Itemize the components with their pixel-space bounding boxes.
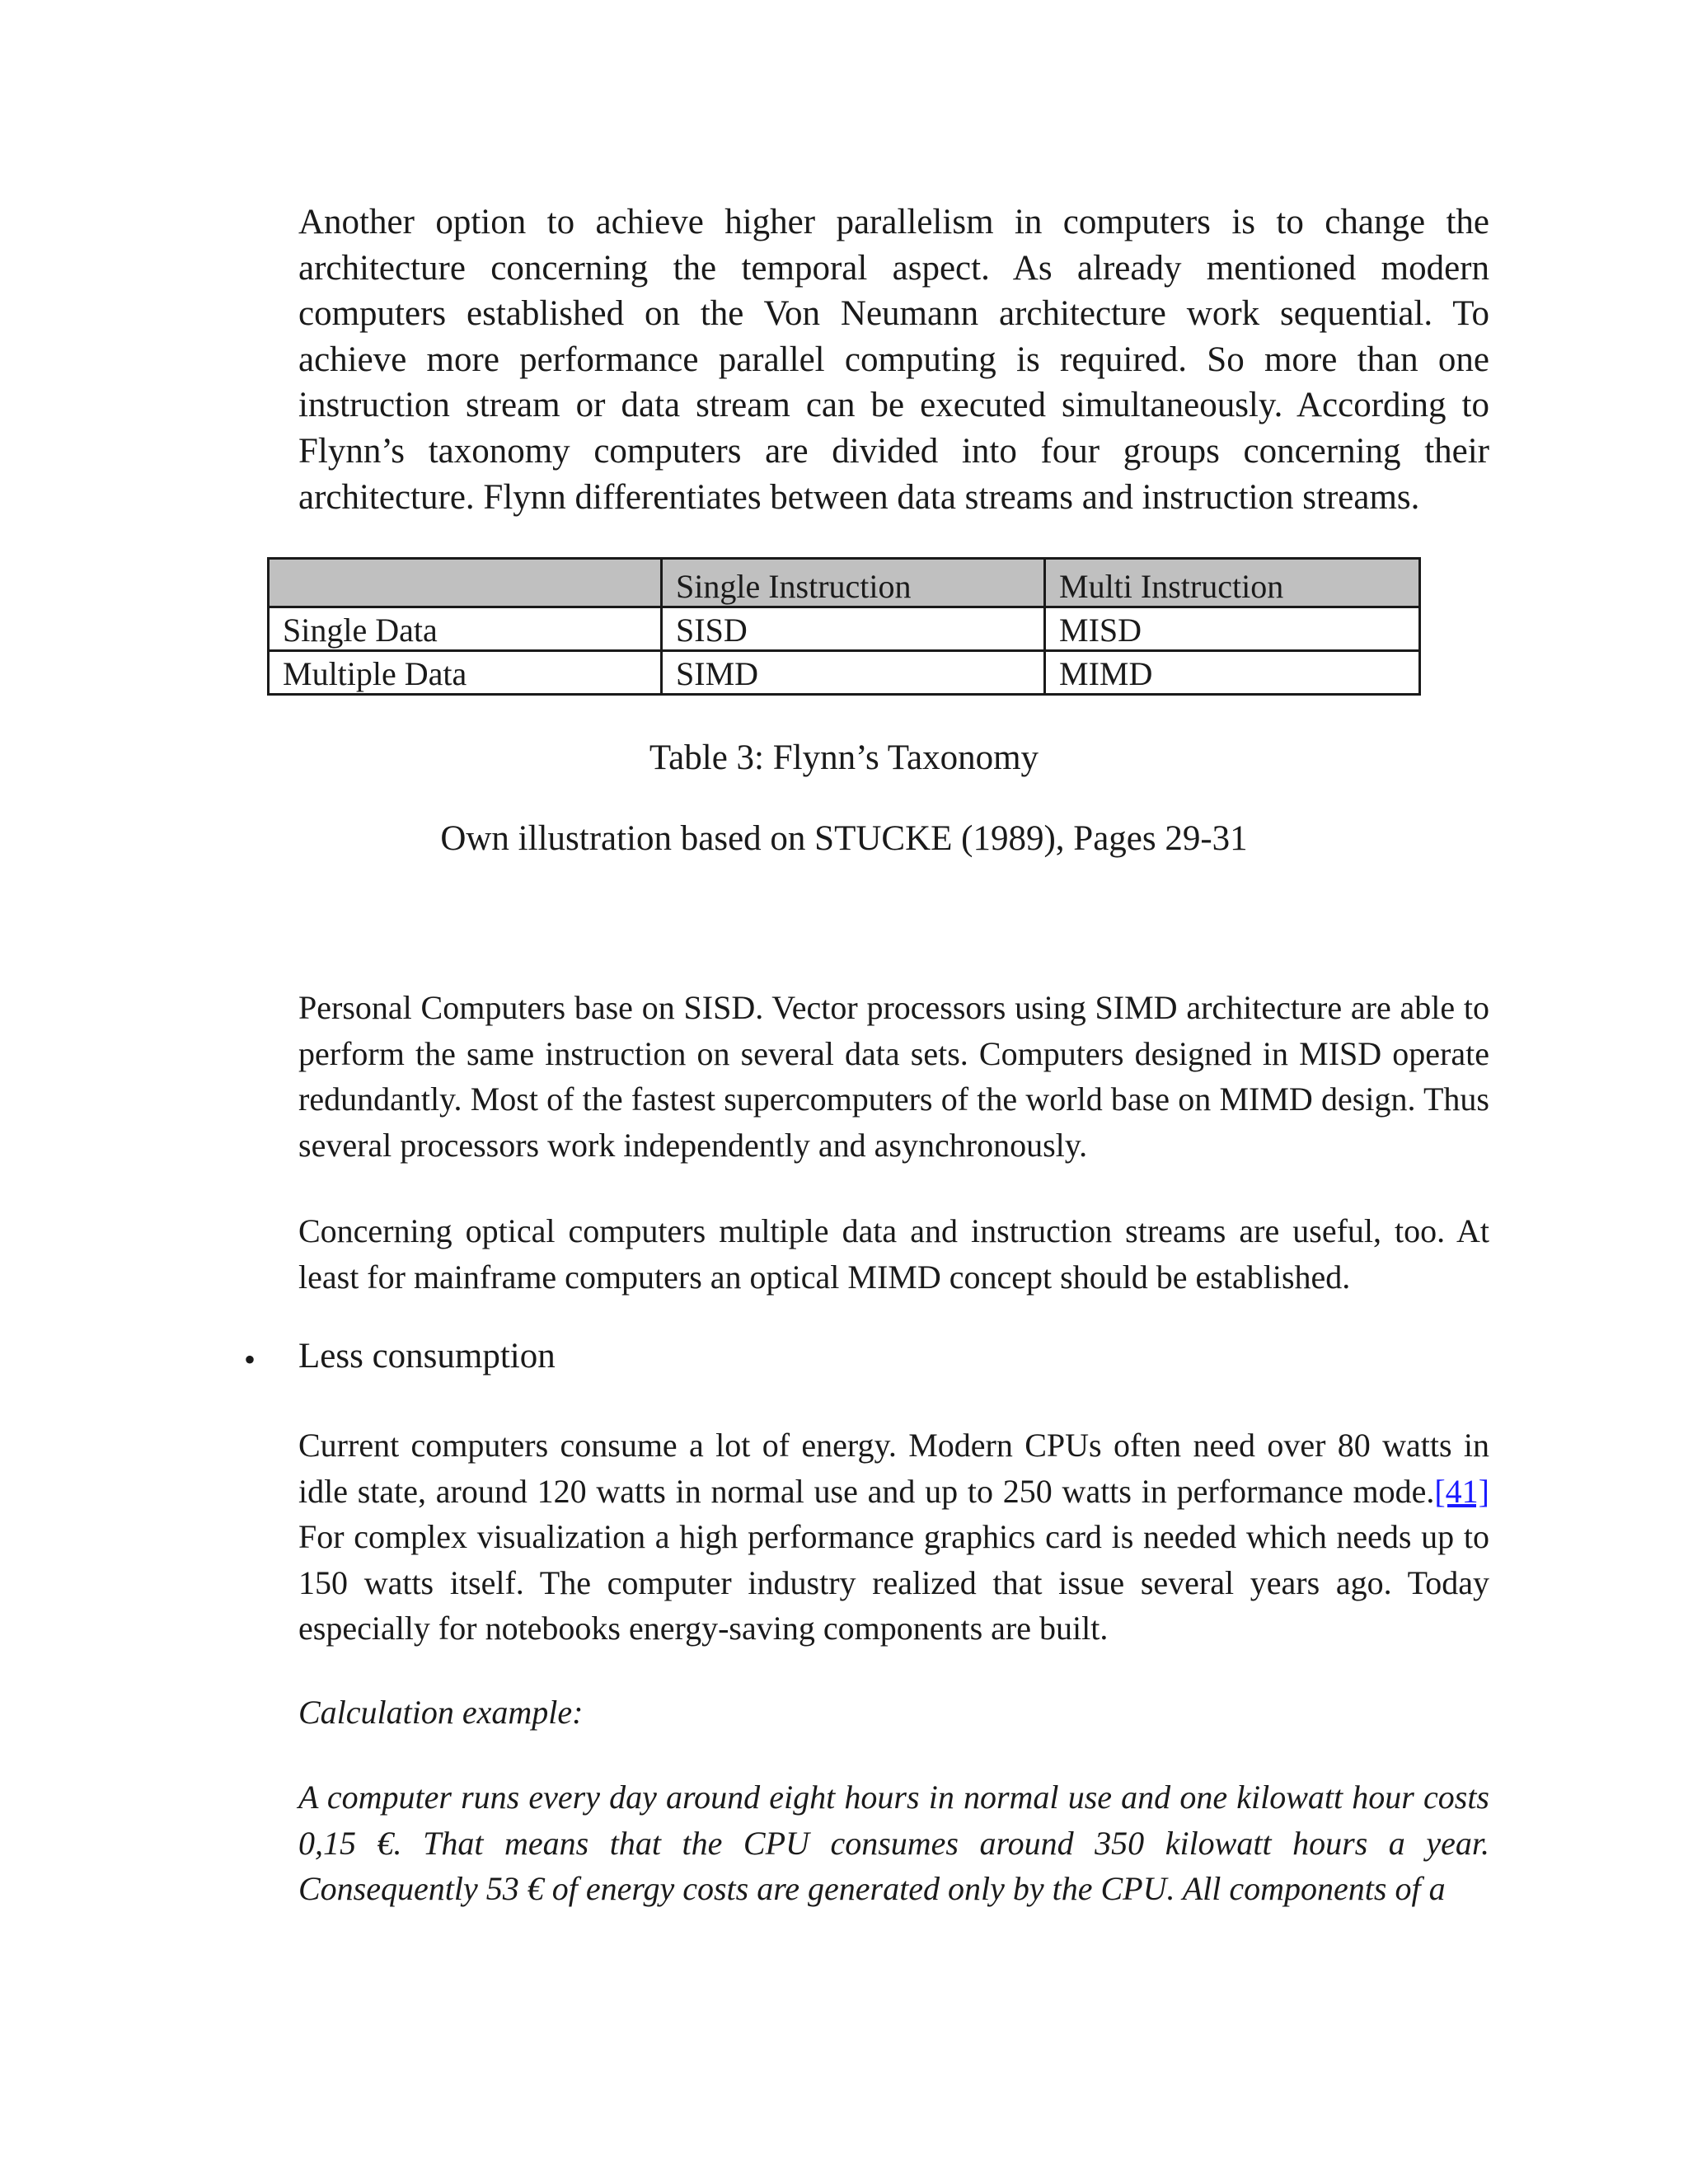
table-cell: SIMD [662,651,1045,695]
table-cell: SISD [662,607,1045,651]
table-header-cell: Multi Instruction [1045,559,1420,607]
reference-link[interactable]: [41] [1434,1472,1489,1510]
example-text: A computer runs every day around eight hours in normal use and one kilowatt hour costs 0,15 €. That means that the CPU consumes around 350 kilowatt hours a year. Consequently 53 € of energy costs are generated only by the CPU. All components of a [298,1779,1489,1907]
table-header-row [269,559,1420,607]
section-heading: Less consumption [298,1337,556,1376]
table-cell: MIMD [1045,651,1420,695]
intro-paragraph: Another option to achieve higher parallelism in computers is to change the architecture concerning the temporal aspect. As already mentioned modern computers established on the Von Neumann architecture work sequential. To achieve more performance parallel computing is required. So more than one instruction stream or data stream can be executed simultaneously. According to Flynn’s taxonomy computers are divided into four groups concerning their architecture. Flynn differentiates between data streams and instruction streams. [298,203,1489,517]
example-label: Calculation example: [298,1694,584,1731]
table-source: Own illustration based on STUCKE (1989), Pages 29-31 [440,819,1248,858]
consumption-paragraph [298,1422,1489,1652]
table-row [269,651,1420,695]
consumption-text-before-link: Current computers consume a lot of energy. Modern CPUs often need over 80 watts in idle state, around 120 watts in normal use and up to 250 watts in performance mode. [298,1427,1489,1510]
body-paragraph-2: Concerning optical computers multiple data and instruction streams are useful, too. At least for mainframe computers an optical MIMD concept should be established. [298,1212,1489,1296]
flynn-taxonomy-table [267,557,1421,696]
table-cell: Multiple Data [269,651,662,695]
table-header-cell: Single Instruction [662,559,1045,607]
consumption-text-after-link: For complex visualization a high performance graphics card is needed which needs up to 150 watts itself. The computer industry realized that issue several years ago. Today especially for notebooks energy-saving components are built. [298,1518,1489,1647]
table-caption: Table 3: Flynn’s Taxonomy [649,738,1039,777]
table-cell: Single Data [269,607,662,651]
table-header-cell [269,559,662,607]
body-paragraph-1: Personal Computers base on SISD. Vector processors using SIMD architecture are able to perform the same instruction on several data sets. Computers designed in MISD operate redundantly. Most of the fastest supercomputers of the world base on MIMD design. Thus several processors work independently and asynchronously. [298,989,1489,1164]
bullet-icon: • [244,1341,256,1378]
table-cell: MISD [1045,607,1420,651]
table-row [269,607,1420,651]
